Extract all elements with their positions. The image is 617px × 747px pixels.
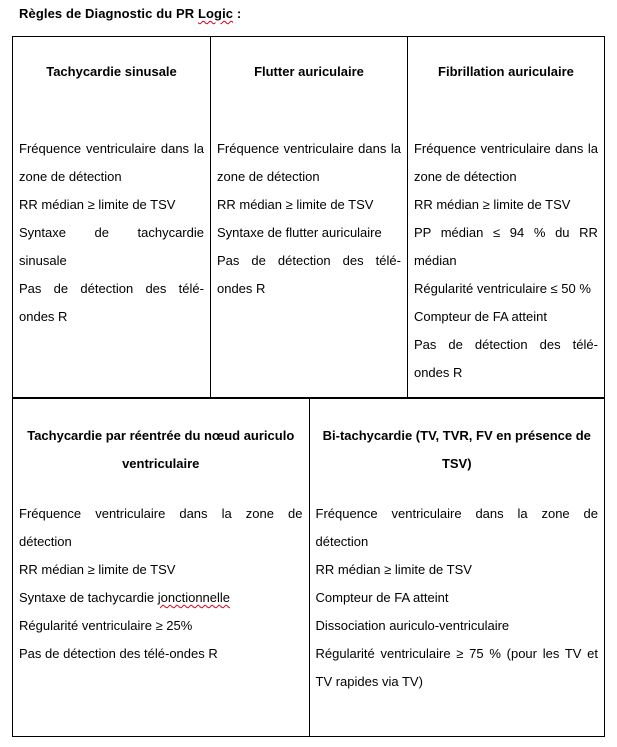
rule-criteria	[414, 135, 598, 387]
criterion: Fréquence ventriculaire dans la zone de détection	[315, 506, 598, 549]
criterion: RR médian ≥ limite de TSV	[315, 562, 472, 577]
criterion: Fréquence ventriculaire dans la zone de détection	[413, 141, 598, 184]
criterion: Pas de détection des télé-ondes R	[19, 281, 204, 324]
page-title-logic-word: Logic	[197, 6, 234, 21]
rules-table-bottom-row	[12, 398, 605, 737]
criterion	[19, 584, 303, 612]
criterion: Compteur de FA atteint	[315, 590, 449, 605]
rule-heading: Fibrillation auriculaire	[438, 64, 574, 79]
rule-cell-tachycardie-sinusale	[13, 37, 210, 397]
criterion: Syntaxe de flutter auriculaire	[216, 225, 382, 240]
rules-table-top-row	[12, 36, 605, 398]
rule-heading: Flutter auriculaire	[254, 64, 364, 79]
criterion: RR médian ≥ limite de TSV	[216, 197, 374, 212]
criterion: Dissociation auriculo-ventriculaire	[315, 618, 510, 633]
rule-cell-flutter-auriculaire	[210, 37, 407, 397]
criterion: Pas de détection des télé-ondes R	[19, 646, 218, 661]
criterion: RR médian ≥ limite de TSV	[413, 197, 571, 212]
rule-cell-fibrillation-auriculaire	[407, 37, 604, 397]
rule-cell-tachycardie-reentree-nodale	[13, 399, 309, 736]
spellcheck-flagged-word: jonctionnelle	[157, 590, 231, 605]
rule-criteria	[19, 500, 303, 668]
criterion: Syntaxe de tachycardie sinusale	[19, 225, 204, 268]
criterion: Fréquence ventriculaire dans la zone de détection	[19, 141, 204, 184]
page-title-text: Règles de Diagnostic du PR	[19, 6, 198, 21]
page-title	[19, 6, 241, 21]
rule-criteria	[316, 500, 599, 696]
rule-heading: Tachycardie sinusale	[46, 64, 177, 79]
criterion: Régularité ventriculaire ≥ 75 % (pour les TV et TV rapides via TV)	[315, 646, 598, 689]
rule-criteria	[217, 135, 401, 303]
criterion-text: Syntaxe de tachycardie	[19, 590, 158, 605]
rule-criteria	[19, 135, 204, 331]
criterion: Compteur de FA atteint	[413, 309, 547, 324]
rule-heading: Bi-tachycardie (TV, TVR, FV en présence de TSV)	[322, 428, 591, 471]
criterion: Régularité ventriculaire ≥ 25%	[19, 618, 193, 633]
criterion: Régularité ventriculaire ≤ 50 %	[413, 281, 591, 296]
page-title-colon: :	[233, 6, 242, 21]
rule-cell-bi-tachycardie	[309, 399, 605, 736]
criterion: Fréquence ventriculaire dans la zone de détection	[19, 506, 303, 549]
criterion: Pas de détection des télé-ondes R	[413, 337, 598, 380]
criterion: Pas de détection des télé-ondes R	[216, 253, 401, 296]
rule-heading: Tachycardie par réentrée du nœud auriculo ventriculaire	[27, 428, 295, 471]
criterion: PP médian ≤ 94 % du RR médian	[413, 225, 598, 268]
criterion: Fréquence ventriculaire dans la zone de détection	[216, 141, 401, 184]
criterion: RR médian ≥ limite de TSV	[19, 562, 176, 577]
criterion: RR médian ≥ limite de TSV	[19, 197, 176, 212]
